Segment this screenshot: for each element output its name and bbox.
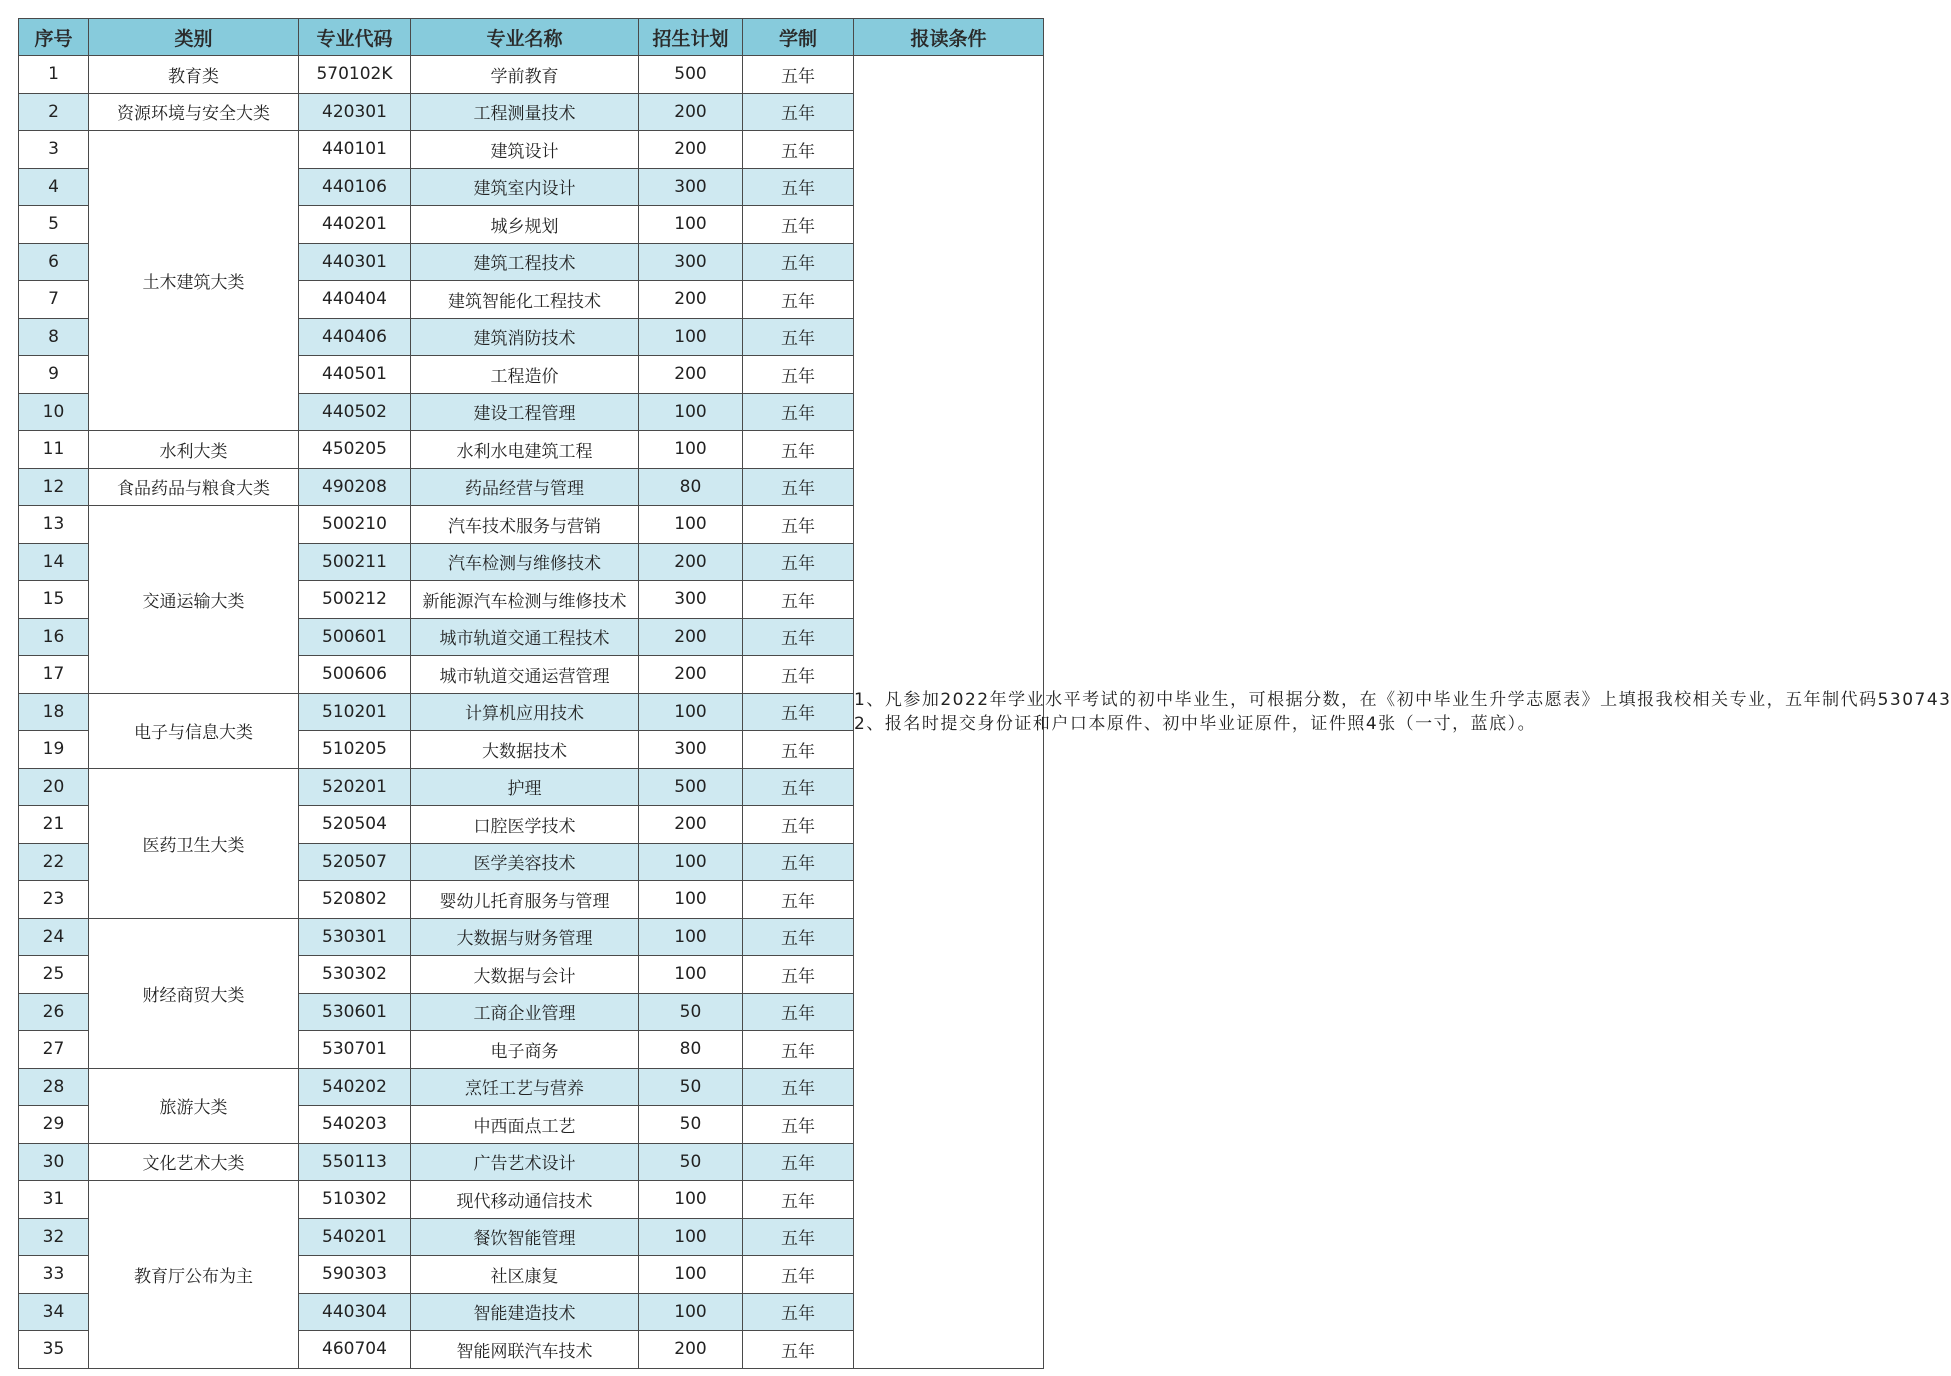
cell-code: 530301 — [299, 918, 411, 956]
cell-no: 25 — [19, 956, 89, 994]
table-header — [19, 19, 1044, 56]
cell-name: 智能网联汽车技术 — [411, 1331, 639, 1369]
cell-no: 33 — [19, 1256, 89, 1294]
cell-category: 资源环境与安全大类 — [89, 93, 299, 131]
cell-no: 28 — [19, 1068, 89, 1106]
cell-no: 18 — [19, 693, 89, 731]
cell-no: 8 — [19, 318, 89, 356]
cell-code: 440301 — [299, 243, 411, 281]
cell-no: 19 — [19, 731, 89, 769]
cell-duration: 五年 — [743, 1068, 854, 1106]
cell-plan: 80 — [639, 468, 743, 506]
cell-code: 450205 — [299, 431, 411, 469]
cell-no: 12 — [19, 468, 89, 506]
cell-plan: 80 — [639, 1031, 743, 1069]
header-condition: 报读条件 — [854, 19, 1044, 56]
cell-plan: 100 — [639, 843, 743, 881]
cell-plan: 100 — [639, 956, 743, 994]
cell-duration: 五年 — [743, 131, 854, 169]
cell-no: 21 — [19, 806, 89, 844]
cell-plan: 500 — [639, 56, 743, 94]
header-name: 专业名称 — [411, 19, 639, 56]
cell-category: 旅游大类 — [89, 1068, 299, 1143]
cell-code: 500601 — [299, 618, 411, 656]
cell-code: 510201 — [299, 693, 411, 731]
cell-duration: 五年 — [743, 881, 854, 919]
cell-code: 590303 — [299, 1256, 411, 1294]
cell-code: 520504 — [299, 806, 411, 844]
cell-duration: 五年 — [743, 543, 854, 581]
cell-duration: 五年 — [743, 1293, 854, 1331]
cell-no: 6 — [19, 243, 89, 281]
header-plan: 招生计划 — [639, 19, 743, 56]
cell-category: 医药卫生大类 — [89, 768, 299, 918]
cell-code: 520201 — [299, 768, 411, 806]
cell-category: 教育厅公布为主 — [89, 1181, 299, 1369]
cell-name: 建筑智能化工程技术 — [411, 281, 639, 319]
cell-duration: 五年 — [743, 656, 854, 694]
cell-no: 13 — [19, 506, 89, 544]
cell-name: 电子商务 — [411, 1031, 639, 1069]
cell-name: 城乡规划 — [411, 206, 639, 244]
table-body — [19, 56, 1951, 1369]
cell-name: 中西面点工艺 — [411, 1106, 639, 1144]
cell-category: 电子与信息大类 — [89, 693, 299, 768]
cell-category: 财经商贸大类 — [89, 918, 299, 1068]
cell-no: 15 — [19, 581, 89, 619]
cell-name: 建筑工程技术 — [411, 243, 639, 281]
cell-plan: 100 — [639, 1218, 743, 1256]
cell-plan: 100 — [639, 206, 743, 244]
cell-code: 530302 — [299, 956, 411, 994]
cell-no: 16 — [19, 618, 89, 656]
cell-plan: 100 — [639, 431, 743, 469]
cell-name: 建筑消防技术 — [411, 318, 639, 356]
cell-name: 建筑设计 — [411, 131, 639, 169]
cell-code: 440201 — [299, 206, 411, 244]
cell-duration: 五年 — [743, 731, 854, 769]
cell-no: 24 — [19, 918, 89, 956]
cell-name: 广告艺术设计 — [411, 1143, 639, 1181]
enrollment-table — [18, 18, 1951, 1369]
cell-code: 540202 — [299, 1068, 411, 1106]
cell-no: 34 — [19, 1293, 89, 1331]
header-duration: 学制 — [743, 19, 854, 56]
cell-code: 500210 — [299, 506, 411, 544]
cell-category: 教育类 — [89, 56, 299, 94]
cell-code: 540201 — [299, 1218, 411, 1256]
cell-category: 土木建筑大类 — [89, 131, 299, 431]
cell-code: 440404 — [299, 281, 411, 319]
cell-plan: 100 — [639, 318, 743, 356]
cell-name: 大数据技术 — [411, 731, 639, 769]
cell-code: 530601 — [299, 993, 411, 1031]
cell-name: 智能建造技术 — [411, 1293, 639, 1331]
cell-category: 水利大类 — [89, 431, 299, 469]
cell-duration: 五年 — [743, 843, 854, 881]
cell-no: 10 — [19, 393, 89, 431]
cell-code: 440406 — [299, 318, 411, 356]
cell-category: 食品药品与粮食大类 — [89, 468, 299, 506]
cell-duration: 五年 — [743, 1106, 854, 1144]
cell-name: 水利水电建筑工程 — [411, 431, 639, 469]
cell-no: 11 — [19, 431, 89, 469]
cell-plan: 200 — [639, 618, 743, 656]
cell-code: 510205 — [299, 731, 411, 769]
cell-plan: 100 — [639, 693, 743, 731]
header-category: 类别 — [89, 19, 299, 56]
cell-duration: 五年 — [743, 993, 854, 1031]
cell-name: 口腔医学技术 — [411, 806, 639, 844]
cell-plan: 500 — [639, 768, 743, 806]
cell-duration: 五年 — [743, 1181, 854, 1219]
cell-plan: 200 — [639, 281, 743, 319]
top-crop-edge — [0, 0, 1056, 18]
cell-plan: 100 — [639, 918, 743, 956]
cell-duration: 五年 — [743, 1218, 854, 1256]
cell-category: 交通运输大类 — [89, 506, 299, 694]
cell-no: 5 — [19, 206, 89, 244]
cell-plan: 300 — [639, 581, 743, 619]
cell-duration: 五年 — [743, 431, 854, 469]
cell-name: 大数据与会计 — [411, 956, 639, 994]
cell-duration: 五年 — [743, 618, 854, 656]
cell-duration: 五年 — [743, 1331, 854, 1369]
cell-code: 570102K — [299, 56, 411, 94]
cell-code: 530701 — [299, 1031, 411, 1069]
cell-plan: 100 — [639, 506, 743, 544]
cell-name: 烹饪工艺与营养 — [411, 1068, 639, 1106]
cell-code: 440106 — [299, 168, 411, 206]
cell-name: 护理 — [411, 768, 639, 806]
cell-duration: 五年 — [743, 581, 854, 619]
cell-name: 汽车技术服务与营销 — [411, 506, 639, 544]
cell-name: 建筑室内设计 — [411, 168, 639, 206]
cell-name: 计算机应用技术 — [411, 693, 639, 731]
cell-plan: 200 — [639, 93, 743, 131]
cell-plan: 200 — [639, 1331, 743, 1369]
cell-code: 550113 — [299, 1143, 411, 1181]
cell-no: 35 — [19, 1331, 89, 1369]
cell-no: 17 — [19, 656, 89, 694]
cell-name: 医学美容技术 — [411, 843, 639, 881]
cell-duration: 五年 — [743, 956, 854, 994]
cell-duration: 五年 — [743, 168, 854, 206]
cell-duration: 五年 — [743, 243, 854, 281]
cell-plan: 300 — [639, 168, 743, 206]
cell-code: 440501 — [299, 356, 411, 394]
cell-code: 510302 — [299, 1181, 411, 1219]
cell-name: 现代移动通信技术 — [411, 1181, 639, 1219]
header-code: 专业代码 — [299, 19, 411, 56]
cell-plan: 200 — [639, 806, 743, 844]
cell-name: 餐饮智能管理 — [411, 1218, 639, 1256]
cell-duration: 五年 — [743, 356, 854, 394]
cell-code: 420301 — [299, 93, 411, 131]
cell-duration: 五年 — [743, 1143, 854, 1181]
cell-duration: 五年 — [743, 806, 854, 844]
cell-code: 500606 — [299, 656, 411, 694]
cell-name: 大数据与财务管理 — [411, 918, 639, 956]
cell-name: 城市轨道交通运营管理 — [411, 656, 639, 694]
cell-name: 社区康复 — [411, 1256, 639, 1294]
cell-code: 490208 — [299, 468, 411, 506]
cell-plan: 50 — [639, 993, 743, 1031]
cell-no: 3 — [19, 131, 89, 169]
cell-name: 婴幼儿托育服务与管理 — [411, 881, 639, 919]
cell-name: 城市轨道交通工程技术 — [411, 618, 639, 656]
cell-duration: 五年 — [743, 468, 854, 506]
cell-plan: 50 — [639, 1106, 743, 1144]
cell-no: 32 — [19, 1218, 89, 1256]
cell-no: 27 — [19, 1031, 89, 1069]
cell-duration: 五年 — [743, 281, 854, 319]
cell-no: 20 — [19, 768, 89, 806]
cell-plan: 100 — [639, 393, 743, 431]
cell-code: 500212 — [299, 581, 411, 619]
cell-code: 540203 — [299, 1106, 411, 1144]
cell-plan: 200 — [639, 656, 743, 694]
cell-plan: 100 — [639, 1256, 743, 1294]
cell-plan: 100 — [639, 881, 743, 919]
cell-plan: 200 — [639, 356, 743, 394]
cell-name: 药品经营与管理 — [411, 468, 639, 506]
cell-plan: 50 — [639, 1068, 743, 1106]
cell-code: 460704 — [299, 1331, 411, 1369]
cell-no: 7 — [19, 281, 89, 319]
cell-code: 440101 — [299, 131, 411, 169]
cell-plan: 100 — [639, 1293, 743, 1331]
cell-name: 工程测量技术 — [411, 93, 639, 131]
cell-duration: 五年 — [743, 318, 854, 356]
cell-no: 9 — [19, 356, 89, 394]
cell-code: 500211 — [299, 543, 411, 581]
cell-code: 440304 — [299, 1293, 411, 1331]
cell-plan: 200 — [639, 131, 743, 169]
cell-code: 520802 — [299, 881, 411, 919]
cell-code: 440502 — [299, 393, 411, 431]
cell-duration: 五年 — [743, 93, 854, 131]
cell-duration: 五年 — [743, 506, 854, 544]
header-no: 序号 — [19, 19, 89, 56]
cell-category: 文化艺术大类 — [89, 1143, 299, 1181]
cell-duration: 五年 — [743, 206, 854, 244]
cell-no: 23 — [19, 881, 89, 919]
cell-duration: 五年 — [743, 1031, 854, 1069]
cell-duration: 五年 — [743, 768, 854, 806]
cell-no: 1 — [19, 56, 89, 94]
cell-code: 520507 — [299, 843, 411, 881]
table-row — [19, 56, 1044, 94]
cell-plan: 300 — [639, 243, 743, 281]
cell-no: 29 — [19, 1106, 89, 1144]
cell-duration: 五年 — [743, 393, 854, 431]
cell-condition: 1、凡参加2022年学业水平考试的初中毕业生，可根据分数，在《初中毕业生升学志愿表》上填报我校相关专业，五年制代码530743 2、报名时提交身份证和户口本原件、初中毕业证原件，证件照4张（一寸，蓝底）。 — [854, 56, 1044, 1369]
cell-name: 工商企业管理 — [411, 993, 639, 1031]
cell-plan: 50 — [639, 1143, 743, 1181]
cell-no: 4 — [19, 168, 89, 206]
cell-no: 26 — [19, 993, 89, 1031]
cell-duration: 五年 — [743, 918, 854, 956]
cell-duration: 五年 — [743, 56, 854, 94]
cell-name: 汽车检测与维修技术 — [411, 543, 639, 581]
cell-plan: 200 — [639, 543, 743, 581]
cell-no: 2 — [19, 93, 89, 131]
cell-name: 工程造价 — [411, 356, 639, 394]
cell-no: 30 — [19, 1143, 89, 1181]
cell-duration: 五年 — [743, 693, 854, 731]
cell-name: 新能源汽车检测与维修技术 — [411, 581, 639, 619]
cell-no: 31 — [19, 1181, 89, 1219]
cell-name: 学前教育 — [411, 56, 639, 94]
cell-no: 22 — [19, 843, 89, 881]
cell-plan: 300 — [639, 731, 743, 769]
cell-name: 建设工程管理 — [411, 393, 639, 431]
cell-duration: 五年 — [743, 1256, 854, 1294]
cell-no: 14 — [19, 543, 89, 581]
cell-plan: 100 — [639, 1181, 743, 1219]
